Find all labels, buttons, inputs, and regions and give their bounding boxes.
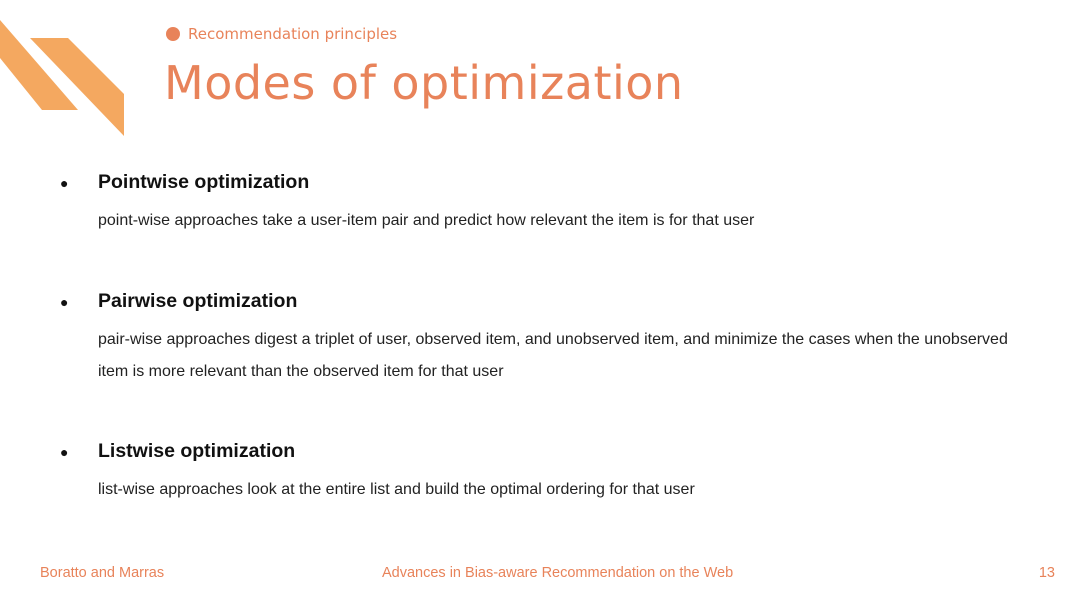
section-label-text: Recommendation principles [188, 25, 398, 43]
section-label [166, 25, 397, 43]
bullet-icon: ● [60, 444, 69, 460]
item-heading: Pointwise optimization [98, 171, 310, 193]
page-number: 13 [1038, 565, 1055, 581]
section-dot-icon [166, 27, 180, 41]
item-description: point-wise approaches take a user-item pair and predict how relevant the item is for that user [98, 212, 755, 229]
slide-title: Modes of optimization [164, 56, 684, 110]
item-heading: Pairwise optimization [98, 290, 298, 312]
item-description: pair-wise approaches digest a triplet of user, observed item, and unobserved item, and minimize the cases when the unobserved item is more relevant than the observed item for that user [98, 331, 1008, 380]
bullet-icon: ● [60, 294, 69, 310]
bullet-icon: ● [60, 175, 69, 191]
item-heading: Listwise optimization [98, 440, 296, 462]
footer-talk-title: Advances in Bias-aware Recommendation on the Web [382, 565, 734, 581]
item-description: list-wise approaches look at the entire list and build the optimal ordering for that user [98, 481, 695, 498]
corner-decoration-icon [0, 0, 130, 140]
footer-authors: Boratto and Marras [40, 565, 165, 581]
